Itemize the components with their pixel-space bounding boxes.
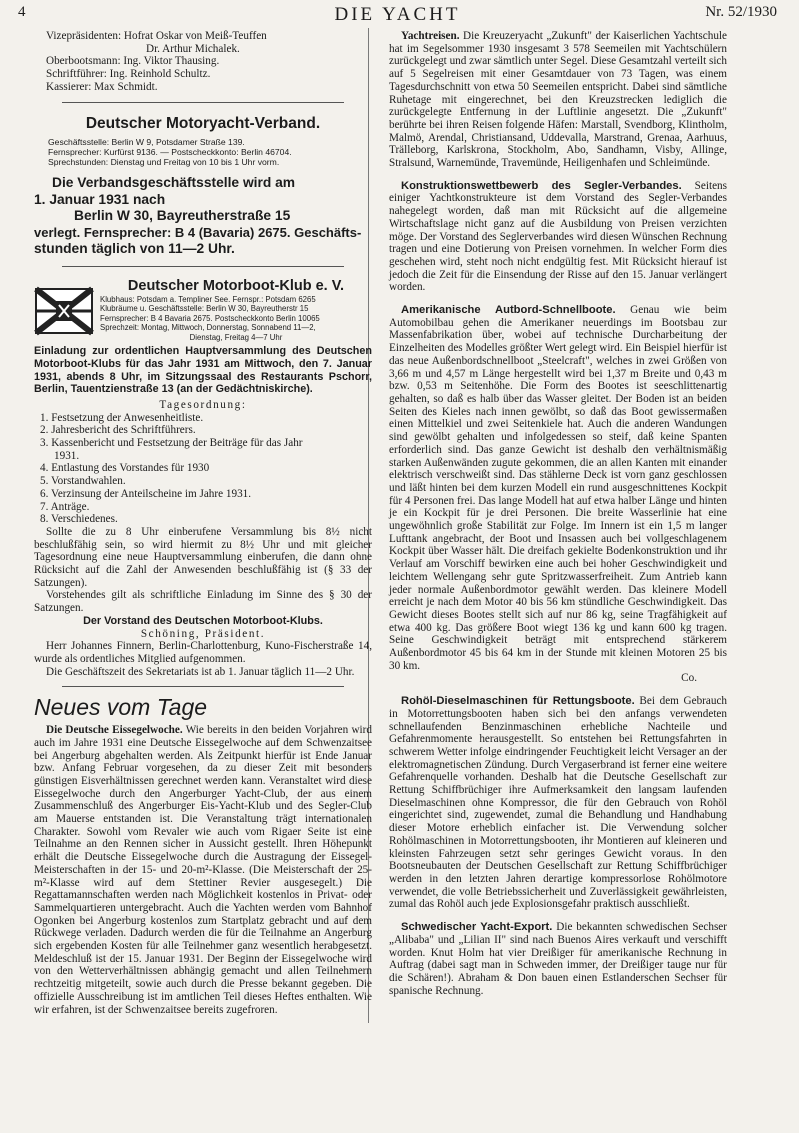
konst-title: Konstruktionswettbewerb des Segler-Verbandes. bbox=[401, 179, 682, 192]
section-divider bbox=[62, 266, 344, 267]
rohol-article bbox=[389, 695, 727, 911]
dmk-section bbox=[34, 277, 372, 679]
eiss-article bbox=[34, 724, 372, 1016]
dmk-paragraph: Die Geschäftszeit des Sekretariats ist ab 1. Januar täglich 11—2 Uhr. bbox=[46, 665, 355, 678]
dmv-title: Deutscher Motoryacht-Verband. bbox=[85, 114, 321, 132]
schw-text: Die bekannten schwedischen Sechser „Alibaba" und „Lilian II" sind nach Buenos Aires verkauft und verschifft worden. Knut Holm hat vier Dreißiger für amerikanische Rechnung in Auftrag (dabei sagt man in Schweden immer, der Dreißiger tauge nur für die Schären!). Abraham & Don bauen einen Estlanderschen Sechser für spanische Rechnung. bbox=[389, 921, 727, 997]
neues-heading: Neues vom Tage bbox=[34, 694, 208, 721]
officer-line: Schriftführer: Ing. Reinhold Schultz. bbox=[46, 68, 211, 81]
dmk-board: Der Vorstand des Deutschen Motorboot-Klubs. bbox=[83, 614, 323, 627]
agenda-item: 1931. bbox=[54, 449, 80, 462]
page-number: 4 bbox=[18, 4, 26, 20]
amer-title: Amerikanische Autbord-Schnellboote. bbox=[401, 304, 616, 317]
agenda-item: 8. Verschiedenes. bbox=[40, 513, 118, 526]
dmk-paragraph: Vorstehendes gilt als schriftliche Einladung im Sinne des § 30 der Satzungen. bbox=[34, 589, 372, 615]
page-header bbox=[18, 4, 777, 26]
yacht-title: Yachtreisen. bbox=[401, 30, 460, 42]
dmk-paragraph: Herr Johannes Finnern, Berlin-Charlottenburg, Kuno-Fischerstraße 14, wurde als ordentliches Mitglied aufgenommen. bbox=[34, 640, 372, 665]
yacht-article bbox=[389, 30, 727, 170]
rohol-title: Rohöl-Dieselmaschinen für Rettungsboote. bbox=[401, 695, 635, 708]
dmk-detail: Dienstag, Freitag 4—7 Uhr bbox=[189, 332, 283, 342]
agenda-item: 1. Festsetzung der Anwesenheitliste. bbox=[40, 411, 204, 424]
dmk-detail: Klubräume u. Geschäftsstelle: Berlin W 30, Bayreutherstr 15 bbox=[100, 304, 309, 314]
dmk-title: Deutscher Motorboot-Klub e. V. bbox=[127, 277, 345, 294]
yacht-text: Die Kreuzeryacht „Zukunft" der Kaiserlichen Yachtschule hat im Segelsommer 1930 insgesamt 3 578 Seemeilen mit Yachtschülern zurückgelegt und zwar sämtlich unter Segel. Diese Gesamtzahl verteilt sich auf 5 Segelreisen mit einer Gesamtdauer von 73 Tagen, was einem Tagesdurchschnitt von etwa 50 Seemeilen entspricht. Dabei sind sämtliche Ruhetage mit eingerechnet, bei den Kreuzstrecken lediglich die zurückgelegte Entfernung in der Luftlinie angesetzt. Die „Zukunft" berührte bei ihren Reisen folgende Häfen: Marstall, Svendborg, Klintholm, Malmö, Arendal, Christiansand, Uddevalla, Marstrand, Grenaa, Aarhuus, Trälleborg, Karlskrona, Stockholm, Abo, Sandhamn, Visby, Allinge, Stralsund, Warnemünde, Travemünde, Heiligenhafen und Schleimünde. bbox=[389, 30, 727, 170]
amer-signature: Co. bbox=[681, 672, 697, 685]
officer-line: Kassierer: Max Schmidt. bbox=[46, 80, 158, 93]
office-move-notice bbox=[34, 175, 372, 258]
agenda-item: 4. Entlastung des Vorstandes für 1930 bbox=[40, 462, 210, 475]
konst-text: Seitens einiger Yachtkonstrukteure ist dem Vorstand des Segler-Verbandes nahegelegt worden, daß man mit Rücksicht auf die allgemeine Wirtschaftslage nicht ganz auf die Ausbildung von Preisen verzichten möge. Der Vorstand des Seglerverbandes wird diesen Wünschen Rechnung tragen und eine Dotierung von Preisen vornehmen. In welcher Form dies geschehen wird, steht noch nicht endgültig fest. Mit Rücksicht hierauf ist jedoch die Zeit für die Einsendung der Risse auf den 15. Januar verlängert worden. bbox=[389, 179, 727, 294]
notice-line: verlegt. Fernsprecher: B 4 (Bavaria) 2675. Geschäfts- bbox=[34, 224, 362, 240]
amer-article bbox=[389, 304, 727, 672]
dmk-detail: Klubhaus: Potsdam a. Templiner See. Fernspr.: Potsdam 6265 bbox=[100, 294, 316, 304]
dmv-detail: Fernsprecher: Kurfürst 9136. — Postscheckkonto: Berlin 46704. bbox=[48, 146, 292, 157]
notice-line: Die Verbandsgeschäftsstelle wird am bbox=[52, 175, 296, 191]
officer-line: Dr. Arthur Michalek. bbox=[146, 42, 240, 55]
dmk-detail: Fernsprecher: B 4 Bavaria 2675. Postscheckkonto Berlin 10065 bbox=[100, 313, 320, 323]
dmk-board-name: Schöning, Präsident. bbox=[140, 627, 266, 640]
notice-line: 1. Januar 1931 nach bbox=[34, 191, 166, 207]
notice-line: Berlin W 30, Bayreutherstraße 15 bbox=[74, 208, 291, 224]
notice-line: stunden täglich von 11—2 Uhr. bbox=[34, 241, 235, 257]
agenda-item: 3. Kassenbericht und Festsetzung der Beiträge für das Jahr bbox=[40, 437, 303, 450]
agenda-item: 7. Anträge. bbox=[40, 500, 90, 513]
officers-list bbox=[34, 30, 372, 94]
agenda-list bbox=[34, 412, 372, 526]
magazine-title: DIE YACHT bbox=[334, 4, 461, 25]
club-pennant-icon bbox=[34, 281, 94, 341]
dmv-detail: Geschäftsstelle: Berlin W 9, Potsdamer Straße 139. bbox=[48, 136, 245, 147]
section-divider bbox=[62, 686, 344, 687]
amer-text: Genau wie beim Automobilbau gehen die Amerikaner neuerdings im Bootsbau zur Massenfabrikation über, wobei auf technische Durcharbeitung der Einzelheiten des Modelles größter Wert gelegt wird. Ein Beispiel hierfür ist das neue Außenbordschnellboot „Steelcraft", welches in zwei Größen von 3,66 m und 4,57 m Länge hergestellt wird bei 1,37 m Breite und 0,43 m bzw. 0,53 m Seitenhöhe. Die Form des Bootes ist seeschlittenartig gehalten, so daß es halb über das Wasser gleitet. Der Boden ist an beiden Seiten des Kieles nach innen gewölbt, so daß das Boot gewissermaßen einen Mittelkiel und zwei Seitenkiele hat. Auch die anderen Wandungen sind gewölbt gehalten und infolgedessen so steif, daß keine Spanten erforderlich sind. Das ganze Gewicht ist deshalb den verhältnismäßig starken Außenwänden zugute gekommen, die an allen Kanten mit einander elektrisch verschweißt sind. Das stählerne Deck ist vorn ganz geschlossen und läßt hinten bei dem kurzen Modell ein rund ausgeschnittenes Kockpit für 4 Personen frei. Das lange Modell hat auf etwa halber Länge und hinten je ein Kockpit für je drei Personen. Die breite Wasserlinie hat eine ungewöhnlich große Stabilität zur Folge. Im Innern ist ein 1,5 m langer Lufttank angebracht, der Boot und Insassen auch bei vollgeschlagenem Kockpit über Wasser hält. Die dreifach gekielte Bodenkonstruktion und ihr Verlauf am Vorschiff bewirken eine auch bei hoher Geschwindigkeit und leichtem Wellengang sehr gute Spritzwasserfreiheit. Zum Antrieb kann jeder normale Außenbordmotor gewählt werden. Das kleinere Modell erreicht je nach dem Motor 40 bis 56 km stündliche Geschwindigkeit. Das Gewicht dieses Bootes stellt sich auf nur 86 kg, seine Tragfähigkeit auf etwa 400 kg. Das größere Boot wiegt 136 kg und kann 600 kg tragen. Seine Geschwindigkeit beträgt mit entsprechend stärkerem Außenbordmotor 45 bis 64 km in der Stunde mit kleinen Motoren 25 bis 30 km. bbox=[389, 304, 727, 672]
right-column bbox=[389, 30, 727, 997]
dmv-detail: Sprechstunden: Dienstag und Freitag von 10 bis 1 Uhr vorm. bbox=[48, 156, 280, 167]
dmk-paragraph: Sollte die zu 8 Uhr einberufene Versammlung bis 8½ nicht beschlußfähig sein, so wird hiermit zu 8½ Uhr und mit gleicher Tagesordnung eine neue Hauptversammlung einberufen, die dann ohne Rücksicht auf die Zahl der Anwesenden beschlußfähig ist (§ 33 der Satzungen). bbox=[34, 525, 372, 589]
agenda-item: 2. Jahresbericht des Schriftführers. bbox=[40, 424, 196, 437]
officer-line: Vizepräsidenten: Hofrat Oskar von Meiß-Teuffen bbox=[46, 30, 267, 42]
dmk-detail: Sprechzeit: Montag, Mittwoch, Donnerstag, Sonnabend 11—2, bbox=[100, 323, 316, 333]
officer-line: Oberbootsmann: Ing. Viktor Thausing. bbox=[46, 55, 220, 68]
konst-article bbox=[389, 180, 727, 294]
dmv-section bbox=[34, 115, 372, 168]
section-divider bbox=[62, 102, 344, 103]
eiss-text: Wie bereits in den beiden Vorjahren wird auch im Jahre 1931 eine Deutsche Eissegelwoche auf dem Schwenzaitsee bei Angerburg abgehalten werden. Als Zeitpunkt hierfür ist Ende Januar bzw. Anfang Februar vorgesehen, da zu dieser Zeit mit besonders günstigen Eisverhältnissen gerechnet werden kann. Veranstaltet wird diese Eissegelwoche durch den Angerburger Yacht-Club, der aus einem Zusammenschluß des Angerburger Eis-Yacht-Klub und des Segler-Club am Mauerse entstanden ist. Die Veranstaltung trägt internationalen Charakter. Sowohl vom Revaler wie auch vom Rigaer Seite ist eine Teilnahme an den Rennen sicher in Aussicht gestellt. Ihren Höhepunkt erhält die Deutsche Eissegelwoche durch die Austragung der Eissegel-Meisterschaften in der 15- und 20-m²-Klasse. (Die Meisterschaft der 25-m²-Klasse wird auf dem Stettiner Revier ausgesegelt.) Die Regattamannschaften werden nach Möglichkeit kostenlos in Privat- oder Sammelquartieren untergebracht. Auch die Yachten werden vom Bahnhof Ogonken bei Angerburg kostenlos zum Startplatz gebracht und auf dem Rückwege verladen. Dadurch werden die für die Teilnahme an Angerburg sich ergebenden Kosten für alle Teilnehmer ganz wesentlich herabgesetzt. Meldeschluß ist der 15. Januar 1931. Der Beginn der Eissegelwoche wird von den Wetterverhältnissen abhängig gemacht und allen Teilnehmern rechtzeitig mitgeteilt, sowie auch durch die Presse bekannt gegeben. Die offizielle Ausschreibung ist im amtlichen Teil dieses Heftes enthalten. Wie wir erfahren, ist der Schwenzaitsee bereits zugefroren. bbox=[34, 724, 372, 1016]
agenda-item: 6. Verzinsung der Anteilscheine im Jahre 1931. bbox=[40, 487, 252, 500]
left-column bbox=[34, 30, 372, 1016]
eiss-title: Die Deutsche Eissegelwoche. bbox=[46, 724, 183, 737]
dmk-invitation: Einladung zur ordentlichen Hauptversammlung des Deutschen Motorboot-Klubs für das Jahr 1931 am Mittwoch, den 7. Januar 1931, abends 8 Uhr, im Sitzungssaal des Restaurants Pschorr, Berlin, Tauentzienstraße 13 (an der Gedächtniskirche). bbox=[34, 345, 372, 396]
schw-article bbox=[389, 921, 727, 997]
schw-title: Schwedischer Yacht-Export. bbox=[401, 921, 553, 934]
agenda-item: 5. Vorstandwahlen. bbox=[40, 475, 126, 488]
agenda-title: Tagesordnung: bbox=[159, 398, 247, 411]
neues-section bbox=[34, 694, 372, 1016]
issue-number: Nr. 52/1930 bbox=[705, 4, 777, 20]
rohol-text: Bei dem Gebrauch in Motorrettungsbooten haben sich bei den anfangs verwendeten schnellaufenden Benzinmaschinen erhebliche Nachteile und Gefahrenmomente herausgestellt. So entstehen bei Rettungsfahrten in schwerem Wetter infolge eindringender Feuchtigkeit leicht Versager an der elektromagnetischen Zündung. Durch Vergaserbrand ist ferner eine weitere Gefahrenquelle vorhanden. Deshalb hat die Deutsche Gesellschaft zur Rettung Schiffbrüchiger ihre Aufmerksamkeit den langsam laufenden Dieselmaschinen ohne Kompressor, die für den Gebrauch von Rohöl eingerichtet sind, zugewendet, zumal die Behandlung und Handhabung dieser Motore erheblich einfacher ist. Die Verwendung solcher Rohölmaschinen in Motorrettungsbooten, ihr Montieren auf kleineren und kleinsten Fahrzeugen setzt sehr geringes Gewicht voraus. In den Bootsneubauten der Deutschen Gesellschaft zur Rettung Schiffbrüchiger werden in den letzten Jahren derartige kompressorlose Rohölmotore verwendet, die volle Betriebssicherheit und Zuverlässigkeit gewährleisten, zumal das Rohöl auch jede Explosionsgefahr praktisch ausschließt. bbox=[389, 695, 728, 911]
